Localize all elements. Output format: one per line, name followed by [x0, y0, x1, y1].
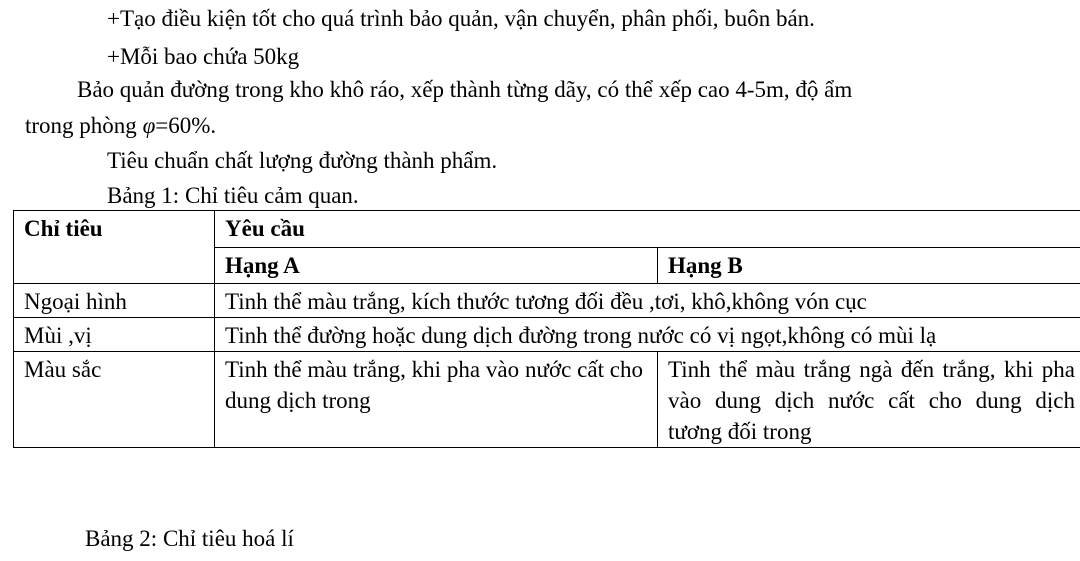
paragraph-line-5: Tiêu chuẩn chất lượng đường thành phẩm. [107, 148, 498, 173]
phi-symbol: φ [142, 113, 156, 138]
criterion-cell: Mùi ,vị [14, 318, 215, 352]
quality-table [13, 210, 1080, 448]
table-1-caption: Bảng 1: Chỉ tiêu cảm quan. [107, 183, 359, 208]
paragraph-line-4-text: trong phòng [25, 113, 143, 138]
header-grade-a: Hạng A [215, 247, 658, 284]
table-row [14, 352, 1080, 448]
table-row [14, 318, 1080, 352]
header-criterion: Chỉ tiêu [14, 211, 215, 284]
criterion-cell: Ngoại hình [14, 284, 215, 318]
grade-a-cell: Tinh thể màu trắng, khi pha vào nước cất cho dung dịch trong [215, 352, 658, 448]
criterion-cell: Màu sắc [14, 352, 215, 448]
paragraph-line-4 [25, 113, 216, 139]
header-requirement: Yêu cầu [215, 211, 1080, 248]
requirement-cell: Tinh thể màu trắng, kích thước tương đối đều ,tơi, khô,không vón cục [215, 284, 1080, 318]
humidity-value: =60%. [155, 113, 217, 138]
paragraph-line-3: Bảo quản đường trong kho khô ráo, xếp thành từng dãy, có thể xếp cao 4-5m, độ ẩm [77, 77, 853, 102]
grade-b-cell: Tinh thể màu trắng ngà đến trắng, khi pha vào dung dịch nước cất cho dung dịch tương đối trong [658, 352, 1080, 448]
requirement-cell: Tinh thể đường hoặc dung dịch đường trong nước có vị ngọt,không có mùi lạ [215, 318, 1080, 352]
paragraph-line-1: +Tạo điều kiện tốt cho quá trình bảo quản, vận chuyển, phân phối, buôn bán. [107, 6, 815, 31]
table-2-caption: Bảng 2: Chỉ tiêu hoá lí [85, 526, 294, 551]
header-grade-b: Hạng B [658, 247, 1080, 284]
table-row [14, 284, 1080, 318]
table-header-row [14, 211, 1080, 248]
paragraph-line-2: +Mỗi bao chứa 50kg [107, 44, 300, 69]
